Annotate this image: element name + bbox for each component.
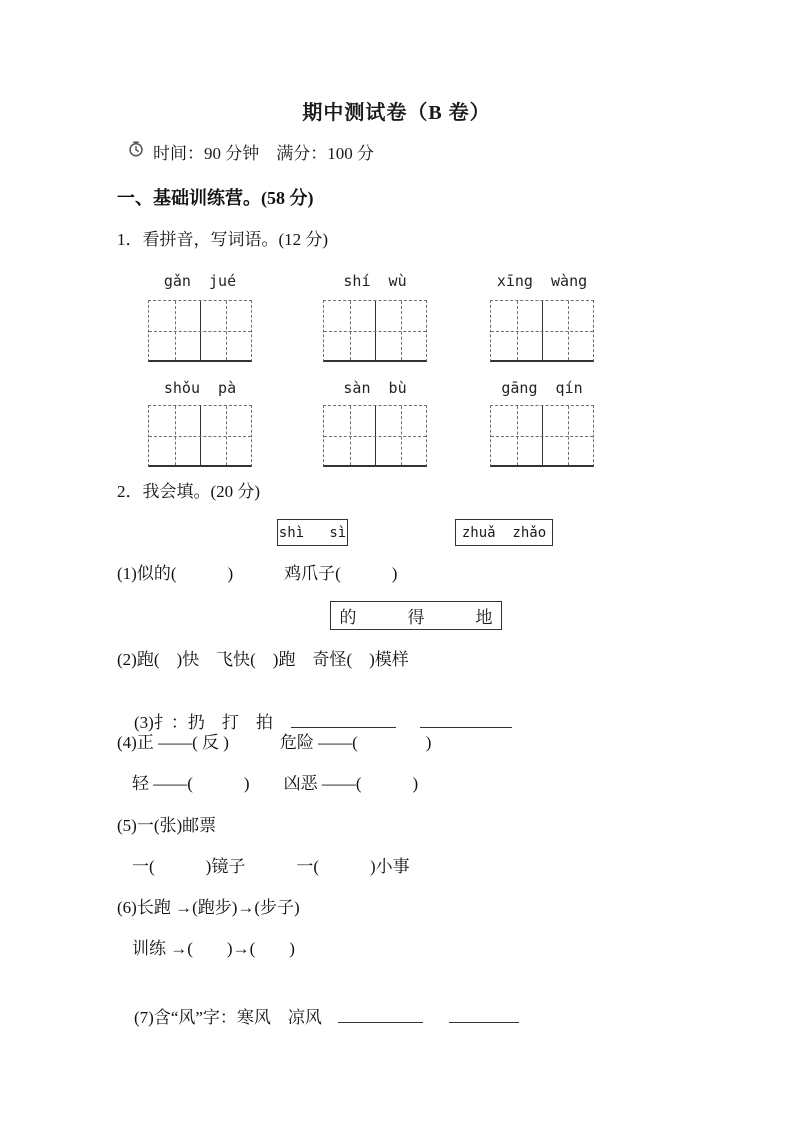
pinyin-label: shí wù <box>343 272 407 290</box>
question-line-2: (2)跑( )快 飞快( )跑 奇怪( )模样 <box>117 650 409 669</box>
hanzi-writing-grid <box>490 405 594 467</box>
hanzi-writing-grid <box>323 405 427 467</box>
pinyin-label: gāng qín <box>501 379 583 397</box>
q2-label: 2．我会填。(20 分) <box>117 482 261 501</box>
word-bank-de-de-di: 的 得 地 <box>330 601 502 630</box>
blank-line <box>449 1008 519 1023</box>
question-line-5b: 一( )镜子 一( )小事 <box>132 857 410 876</box>
blank-line <box>338 1008 423 1023</box>
pinyin-label: shǒu pà <box>163 379 237 397</box>
question-line-4b: 轻 ——( ) 凶恶 ——( ) <box>132 774 419 793</box>
question-line-5a: (5)一(张)邮票 <box>117 816 217 835</box>
q1-label: 1．看拼音，写词语。(12 分) <box>117 230 329 249</box>
question-line-7-text: (7)含“风”字：寒风 凉风 <box>134 1008 322 1027</box>
pinyin-label: sàn bù <box>343 379 407 397</box>
blank-line <box>420 713 512 728</box>
clock-icon <box>127 140 145 163</box>
hanzi-writing-grid <box>323 300 427 362</box>
question-line-3-text: (3)扌：扔 打 拍 <box>134 713 273 732</box>
question-line-6a: (6)长跑 →(跑步)→(步子) <box>117 898 300 917</box>
blank-line <box>291 713 396 728</box>
page-title: 期中测试卷（B 卷） <box>302 102 491 124</box>
question-line-7 <box>117 985 519 1051</box>
time-score-text: 时间：90 分钟 满分：100 分 <box>153 144 374 163</box>
time-score-line <box>127 139 374 164</box>
question-line-1: (1)似的( ) 鸡爪子( ) <box>117 564 398 583</box>
question-line-4a: (4)正 ——( 反 ) 危险 ——( ) <box>117 733 432 752</box>
question-line-6b: 训练 →( )→( ) <box>132 939 295 958</box>
hanzi-writing-grid <box>148 405 252 467</box>
hanzi-writing-grid <box>148 300 252 362</box>
pinyin-label: xīng wàng <box>496 272 588 290</box>
word-bank-shi-si: shì sì <box>277 519 348 546</box>
section-heading: 一、基础训练营。(58 分) <box>117 188 314 208</box>
word-bank-zhua-zhao: zhuǎ zhǎo <box>455 519 553 546</box>
hanzi-writing-grid <box>490 300 594 362</box>
pinyin-label: gǎn jué <box>163 272 237 290</box>
